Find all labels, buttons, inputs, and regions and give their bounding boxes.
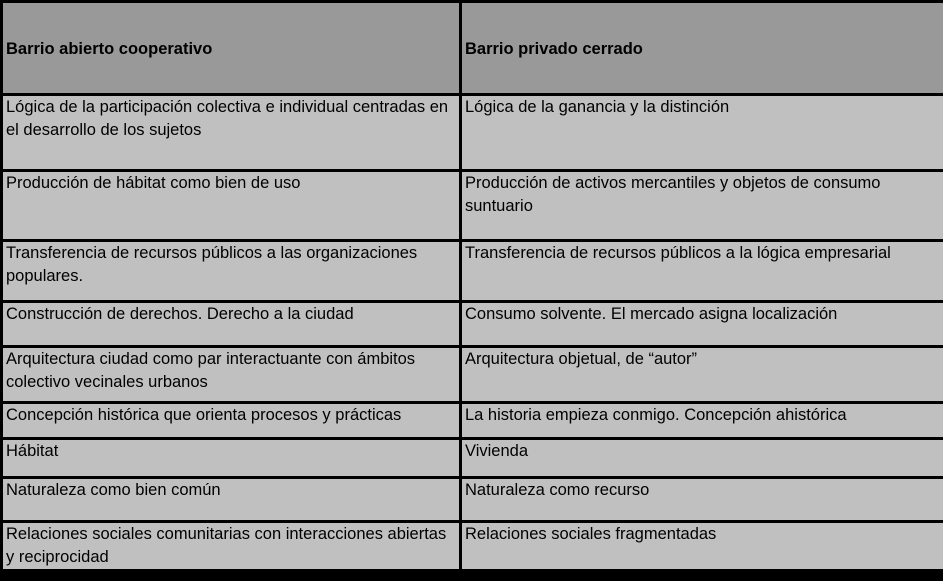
- table-cell: Lógica de la ganancia y la distinción: [462, 96, 943, 169]
- table-cell: Consumo solvente. El mercado asigna localización: [462, 303, 943, 345]
- table-cell: Arquitectura ciudad como par interactuante con ámbitos colectivo vecinales urbanos: [3, 348, 459, 401]
- table-cell: Lógica de la participación colectiva e individual centradas en el desarrollo de los sujetos: [3, 96, 459, 169]
- table-cell: Hábitat: [3, 440, 459, 476]
- table-cell: Naturaleza como recurso: [462, 479, 943, 520]
- table-cell: Arquitectura objetual, de “autor”: [462, 348, 943, 401]
- table-cell: Producción de activos mercantiles y objetos de consumo suntuario: [462, 172, 943, 239]
- table-cell: Concepción histórica que orienta procesos y prácticas: [3, 404, 459, 437]
- table-cell: Relaciones sociales fragmentadas: [462, 523, 943, 569]
- table-cell: Transferencia de recursos públicos a las organizaciones populares.: [3, 242, 459, 300]
- table-cell: Producción de hábitat como bien de uso: [3, 172, 459, 239]
- header-cell-cooperative: Barrio abierto cooperativo: [3, 3, 459, 93]
- table-cell: La historia empieza conmigo. Concepción ahistórica: [462, 404, 943, 437]
- table-cell: Transferencia de recursos públicos a la lógica empresarial: [462, 242, 943, 300]
- table-cell: Vivienda: [462, 440, 943, 476]
- table-cell: Naturaleza como bien común: [3, 479, 459, 520]
- table-cell: Relaciones sociales comunitarias con interacciones abiertas y reciprocidad: [3, 523, 459, 569]
- header-cell-private: Barrio privado cerrado: [462, 3, 943, 93]
- table-cell: Construcción de derechos. Derecho a la ciudad: [3, 303, 459, 345]
